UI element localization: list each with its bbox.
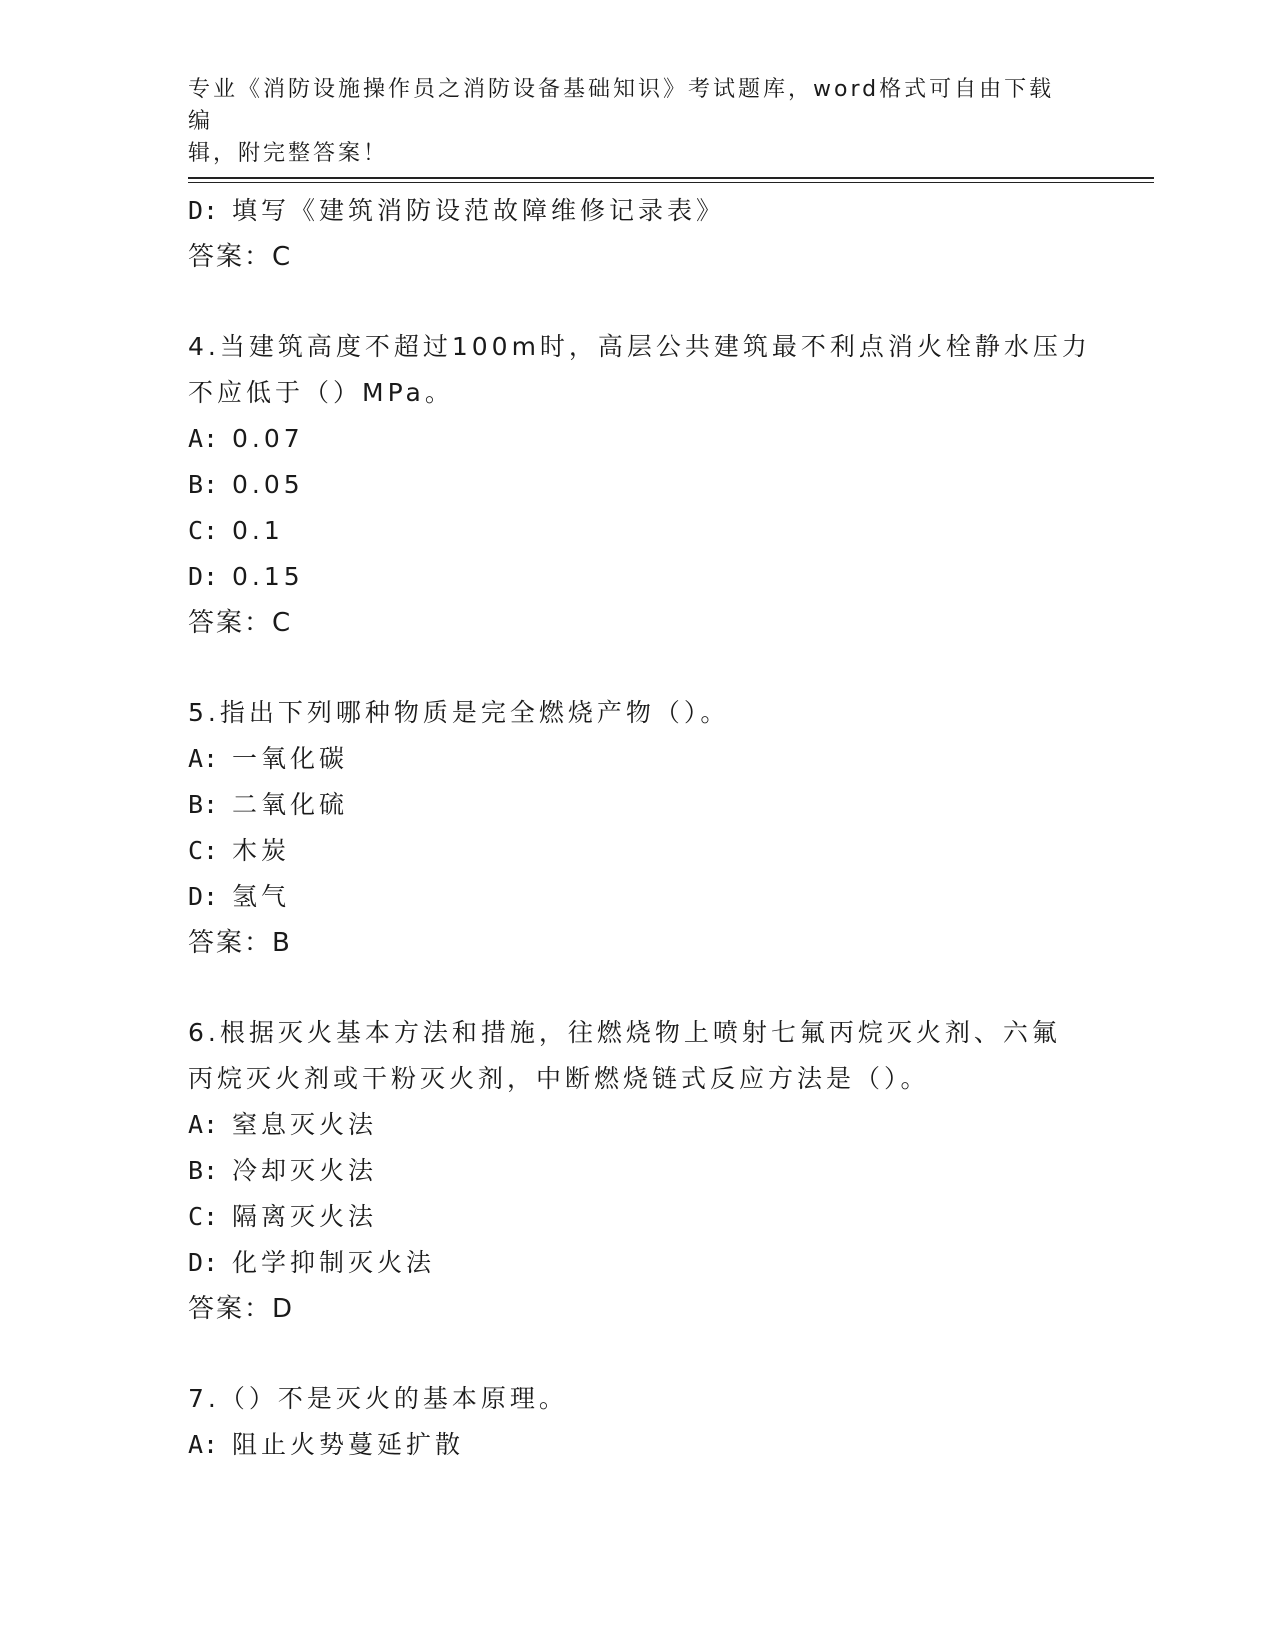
option-key: D: xyxy=(188,1248,219,1277)
header-divider-thin xyxy=(188,182,1154,183)
spacer xyxy=(188,1332,1108,1376)
option-a xyxy=(188,416,1108,462)
question-5 xyxy=(188,690,1108,966)
question-text: 5.指出下列哪种物质是完全燃烧产物（）。 xyxy=(188,698,730,727)
option-c xyxy=(188,508,1108,554)
option-b xyxy=(188,1148,1108,1194)
option-a xyxy=(188,1102,1108,1148)
option-key: B: xyxy=(188,790,219,819)
option-a xyxy=(188,736,1108,782)
question-text: 6.根据灭火基本方法和措施，往燃烧物上喷射七氟丙烷灭火剂、六氟 xyxy=(188,1018,1061,1047)
option-a xyxy=(188,1422,1108,1468)
option-text: 0.05 xyxy=(232,470,304,499)
header-line-1: 专业《消防设施操作员之消防设备基础知识》考试题库，word格式可自由下载编 xyxy=(188,77,1055,134)
option-key: C: xyxy=(188,1202,219,1231)
answer-line: 答案：C xyxy=(188,608,293,638)
option-key: D: xyxy=(188,196,219,225)
option-text: 木炭 xyxy=(232,836,291,865)
question-text: 7.（）不是灭火的基本原理。 xyxy=(188,1384,568,1413)
answer-line: 答案：C xyxy=(188,242,293,272)
option-b xyxy=(188,462,1108,508)
header-line-2: 辑，附完整答案！ xyxy=(188,141,389,166)
answer-line: 答案：B xyxy=(188,928,292,958)
option-key: A: xyxy=(188,424,219,453)
option-text: 二氧化硫 xyxy=(232,790,349,819)
option-key: A: xyxy=(188,1110,219,1139)
option-text: 化学抑制灭火法 xyxy=(232,1248,436,1277)
question-text-cont: 不应低于（）MPa。 xyxy=(188,378,454,407)
question-6 xyxy=(188,1010,1108,1332)
option-key: C: xyxy=(188,516,219,545)
question-content xyxy=(188,188,1108,1468)
option-key: A: xyxy=(188,744,219,773)
option-key: C: xyxy=(188,836,219,865)
question-text: 4.当建筑高度不超过100m时，高层公共建筑最不利点消火栓静水压力 xyxy=(188,332,1091,361)
option-d xyxy=(188,1240,1108,1286)
option-c xyxy=(188,828,1108,874)
option-d xyxy=(188,554,1108,600)
option-b xyxy=(188,782,1108,828)
option-text: 冷却灭火法 xyxy=(232,1156,378,1185)
option-text: 0.15 xyxy=(232,562,304,591)
header-divider-thick xyxy=(188,177,1154,179)
question-4 xyxy=(188,324,1108,646)
question-7 xyxy=(188,1376,1108,1468)
option-text: 0.07 xyxy=(232,424,304,453)
spacer xyxy=(188,966,1108,1010)
option-text: 氢气 xyxy=(232,882,291,911)
option-d xyxy=(188,874,1108,920)
question-text-cont: 丙烷灭火剂或干粉灭火剂，中断燃烧链式反应方法是（）。 xyxy=(188,1064,930,1093)
option-key: A: xyxy=(188,1430,219,1459)
option-c xyxy=(188,1194,1108,1240)
option-text: 隔离灭火法 xyxy=(232,1202,378,1231)
option-key: B: xyxy=(188,470,219,499)
document-header xyxy=(188,74,1078,170)
spacer xyxy=(188,646,1108,690)
option-text: 窒息灭火法 xyxy=(232,1110,378,1139)
option-text: 0.1 xyxy=(232,516,284,545)
option-text: 一氧化碳 xyxy=(232,744,349,773)
answer-line: 答案：D xyxy=(188,1294,295,1324)
option-text: 填写《建筑消防设范故障维修记录表》 xyxy=(232,196,726,225)
option-key: B: xyxy=(188,1156,219,1185)
option-text: 阻止火势蔓延扩散 xyxy=(232,1430,465,1459)
option-key: D: xyxy=(188,562,219,591)
spacer xyxy=(188,280,1108,324)
option-d xyxy=(188,188,1108,234)
option-key: D: xyxy=(188,882,219,911)
